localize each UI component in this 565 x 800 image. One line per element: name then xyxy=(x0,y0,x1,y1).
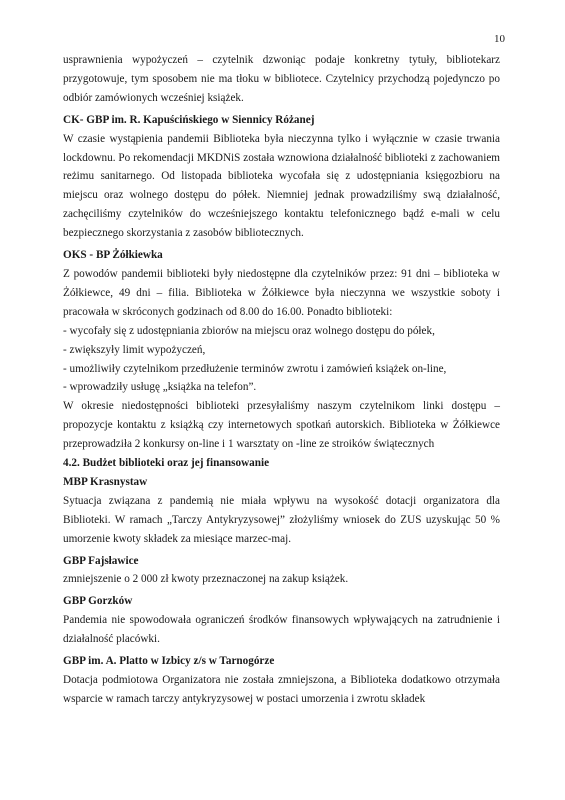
section-paragraph-oks-bp-2: W okresie niedostępności biblioteki przesyłaliśmy naszym czytelnikom linki dostępu – propozycje kontaktu z książką czy internetowych spotkań autorskich. Biblioteka w Żółkiewce przeprowadziła 2 konkursy on-line i 1 warsztaty on -line ze stroików świątecznych xyxy=(63,400,500,451)
page-number: 10 xyxy=(494,33,505,45)
section-paragraph-gbp-fajslawice: zmniejszenie o 2 000 zł kwoty przeznaczonej na zakup książek. xyxy=(63,573,349,586)
bullet-item: - umożliwiły czytelnikom przedłużenie terminów zwrotu i zamówień książek on-line, xyxy=(63,362,447,375)
section-heading-gbp-gorzkow: GBP Gorzków xyxy=(63,595,133,608)
bullet-item: - wycofały się z udostępniania zbiorów na miejscu oraz wolnego dostępu do półek, xyxy=(63,324,435,337)
section-heading-gbp-izbica: GBP im. A. Platto w Izbicy z/s w Tarnogórze xyxy=(63,655,275,668)
section-paragraph-gbp-gorzkow: Pandemia nie spowodowała ograniczeń środków finansowych wpływających na zatrudnienie i działalność placówki. xyxy=(63,614,500,646)
section-paragraph-oks-bp: Z powodów pandemii biblioteki były niedostępne dla czytelników przez: 91 dni – biblioteka w Żółkiewce, 49 dni – filia. Biblioteka w Żółkiewce była nieczynna we wszystkie soboty i pracowała w skróconych godzinach od 8.00 do 16.00. Ponadto biblioteki: xyxy=(63,267,500,318)
section-heading-gbp-fajslawice: GBP Fajsławice xyxy=(63,554,139,567)
section-heading-budget: 4.2. Budżet biblioteki oraz jej finansowanie xyxy=(63,457,270,470)
section-heading-oks-bp: OKS - BP Żółkiewka xyxy=(63,249,163,262)
document-body xyxy=(63,51,500,709)
section-paragraph-mbp-krasnystaw: Sytuacja związana z pandemią nie miała wpływu na wysokość dotacji organizatora dla Biblioteki. W ramach „Tarczy Antykryzysowej” złożyliśmy wniosek do ZUS uzyskując 50 % umorzenie kwoty składek za miesiące marzec-maj. xyxy=(63,494,500,545)
section-heading-mbp-krasnystaw: MBP Krasnystaw xyxy=(63,475,148,488)
bullet-item: - wprowadziły usługę „książka na telefon”. xyxy=(63,381,257,394)
section-paragraph-gbp-izbica: Dotacja podmiotowa Organizatora nie została zmniejszona, a Biblioteka dodatkowo otrzymała wsparcie w ramach tarczy antykryzysowej w postaci umorzenia i zwrotu składek xyxy=(63,674,500,705)
intro-paragraph: usprawnienia wypożyczeń – czytelnik dzwoniąc podaje konkretny tytuły, bibliotekarz przygotowuje, tym sposobem nie ma tłoku w bibliotece. Czytelnicy przychodzą pojedynczo po odbiór zamówionych wcześniej książek. xyxy=(63,54,500,104)
section-paragraph-ck-gbp: W czasie wystąpienia pandemii Biblioteka była nieczynna tylko i wyłącznie w czasie trwania lockdownu. Po rekomendacji MKDNiS została wznowiona działalność biblioteki z zachowaniem reżimu sanitarnego. Od listopada biblioteka wycofała się z udostępniania księgozbioru na miejscu oraz wolnego dostępu do półek. Niemniej jednak prowadziliśmy swą działalność, zachęciliśmy czytelników do wcześniejszego kontaktu telefonicznego bądź e-mali w celu bezpiecznego skorzystania z zasobów bibliotecznych. xyxy=(63,132,500,240)
bullet-item: - zwiększyły limit wypożyczeń, xyxy=(63,343,206,356)
section-heading-ck-gbp: CK- GBP im. R. Kapuścińskiego w Siennicy Różanej xyxy=(63,113,315,126)
